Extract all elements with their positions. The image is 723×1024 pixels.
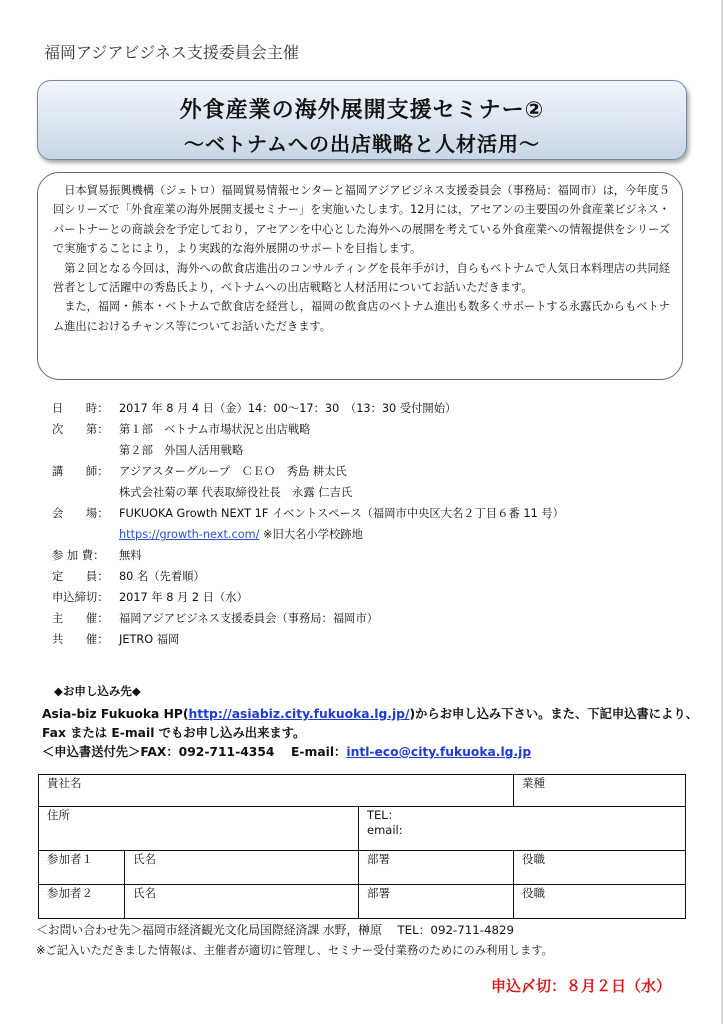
- detail-value: 福岡アジアビジネス支援委員会（事務局：福岡市）: [119, 612, 379, 625]
- detail-speakers: [52, 461, 692, 482]
- venue-note: ※旧大名小学校跡地: [263, 528, 363, 541]
- detail-capacity: [52, 566, 692, 587]
- detail-venue-url-row: [52, 524, 692, 545]
- page-subtitle: ～ベトナムへの出店戦略と人材活用～: [184, 132, 540, 156]
- contact-info: ＜お問い合わせ先＞福岡市経済観光文化局国際経済課 水野，榊原 TEL：092-711-4829: [36, 923, 515, 937]
- participant-1-department-cell[interactable]: 部署: [359, 851, 514, 885]
- apply-section: [42, 683, 702, 762]
- apply-text: )からお申し込み下さい。また、下記申込書により、: [409, 707, 698, 721]
- detail-value: 第２部 外国人活用戦略: [119, 444, 244, 457]
- venue-url-link[interactable]: https://growth-next.com/: [119, 528, 260, 541]
- detail-value: アジアスターグループ ＣＥＯ 秀島 耕太氏: [119, 465, 347, 478]
- detail-fee: [52, 545, 692, 566]
- detail-value: FUKUOKA Growth NEXT 1F イベントスペース（福岡市中央区大名２丁目６番 11 号）: [119, 507, 564, 520]
- participant-2-position-cell[interactable]: 役職: [514, 885, 686, 919]
- detail-value: 株式会社菊の華 代表取締役社長 永露 仁吉氏: [119, 486, 353, 499]
- apply-line-3: [42, 743, 702, 762]
- intro-paragraph-2: 第２回となる今回は，海外への飲食店進出のコンサルティングを長年手がけ，自らもベトナムで人気日本料理店の共同経営者として活躍中の秀島氏より，ベトナムへの出店戦略と人材活用についてお話いただきます。: [53, 261, 670, 295]
- company-cell[interactable]: 貴社名: [39, 775, 514, 807]
- participant-1-label: 参加者１: [39, 851, 125, 885]
- form-row-participant-2: [39, 885, 686, 919]
- application-form-table: [38, 774, 686, 919]
- intro-paragraph-1: 日本貿易振興機構（ジェトロ）福岡貿易情報センターと福岡アジアビジネス支援委員会（事務局：福岡市）は，今年度５回シリーズで「外食産業の海外展開支援セミナー」を実施いたします。12月には，アセアンの主要国の外食産業ビジネス・パートナーとの商談会を予定しており，アセアンを中心とした海外への展開を考えている外食産業への情報提供をシリーズで実施することにより，より実践的な海外展開のサポートを目指します。: [53, 184, 670, 256]
- detail-agenda: [52, 419, 692, 440]
- asiabiz-hp-link[interactable]: http://asiabiz.city.fukuoka.lg.jp/: [188, 707, 410, 721]
- contact-cell[interactable]: [359, 807, 686, 851]
- detail-cohost: [52, 629, 692, 650]
- deadline-highlight: 申込〆切：８月２日（水）: [490, 977, 671, 995]
- apply-heading: ◆お申し込み先◆: [54, 684, 141, 698]
- detail-label: 定 員：: [52, 570, 109, 583]
- detail-label: 参 加 費：: [52, 549, 105, 562]
- industry-cell[interactable]: 業種: [514, 775, 686, 807]
- intro-box: [37, 172, 683, 380]
- detail-value: 無料: [119, 549, 142, 562]
- detail-venue: [52, 503, 692, 524]
- email-link[interactable]: intl-eco@city.fukuoka.lg.jp: [346, 745, 532, 759]
- detail-speakers-cont: [52, 482, 692, 503]
- organizer-label: 福岡アジアビジネス支援委員会主催: [44, 43, 299, 62]
- participant-2-name-cell[interactable]: 氏名: [125, 885, 359, 919]
- apply-text: Asia-biz Fukuoka HP(: [42, 707, 189, 721]
- page-title: 外食産業の海外展開支援セミナー②: [179, 98, 545, 123]
- detail-host: [52, 608, 692, 629]
- apply-line-1: [42, 705, 702, 724]
- event-details: [52, 398, 692, 650]
- participant-1-name-cell[interactable]: 氏名: [125, 851, 359, 885]
- title-box: [37, 80, 687, 160]
- detail-label: 申込締切：: [52, 591, 109, 604]
- participant-2-label: 参加者２: [39, 885, 125, 919]
- detail-label: 日 時：: [52, 402, 109, 415]
- detail-value: 第１部 ベトナム市場状況と出店戦略: [119, 423, 311, 436]
- address-cell[interactable]: 住所: [39, 807, 359, 851]
- email-label: email:: [367, 823, 403, 837]
- detail-label: 講 師：: [52, 465, 109, 478]
- detail-agenda-cont: [52, 440, 692, 461]
- detail-value: 2017 年 8 月 4 日（金）14：00～17：30 （13：30 受付開始）: [119, 402, 457, 415]
- detail-label: 会 場：: [52, 507, 109, 520]
- form-row-address: [39, 807, 686, 851]
- participant-2-department-cell[interactable]: 部署: [359, 885, 514, 919]
- detail-deadline: [52, 587, 692, 608]
- detail-value: 80 名（先着順）: [119, 570, 205, 583]
- detail-label: 次 第：: [52, 423, 109, 436]
- detail-value: JETRO 福岡: [119, 633, 180, 646]
- apply-text: ＜申込書送付先＞FAX：092-711-4354 E-mail：: [42, 745, 347, 759]
- detail-label: 共 催：: [52, 633, 109, 646]
- detail-value: 2017 年 8 月 2 日（水）: [119, 591, 248, 604]
- form-row-participant-1: [39, 851, 686, 885]
- tel-label: TEL：: [367, 808, 400, 822]
- detail-datetime: [52, 398, 692, 419]
- form-row-company: [39, 775, 686, 807]
- apply-line-2: Fax または E-mail でもお申し込み出来ます。: [42, 726, 306, 740]
- intro-paragraph-3: また，福岡・熊本・ベトナムで飲食店を経営し，福岡の飲食店のベトナム進出も数多くサポートする永露氏からもベトナム進出におけるチャンス等についてお話いただきます。: [53, 300, 670, 333]
- participant-1-position-cell[interactable]: 役職: [514, 851, 686, 885]
- detail-label: 主 催：: [52, 612, 109, 625]
- privacy-note: ※ご記入いただきました情報は、主催者が適切に管理し、セミナー受付業務のためにのみ利用します。: [36, 944, 553, 957]
